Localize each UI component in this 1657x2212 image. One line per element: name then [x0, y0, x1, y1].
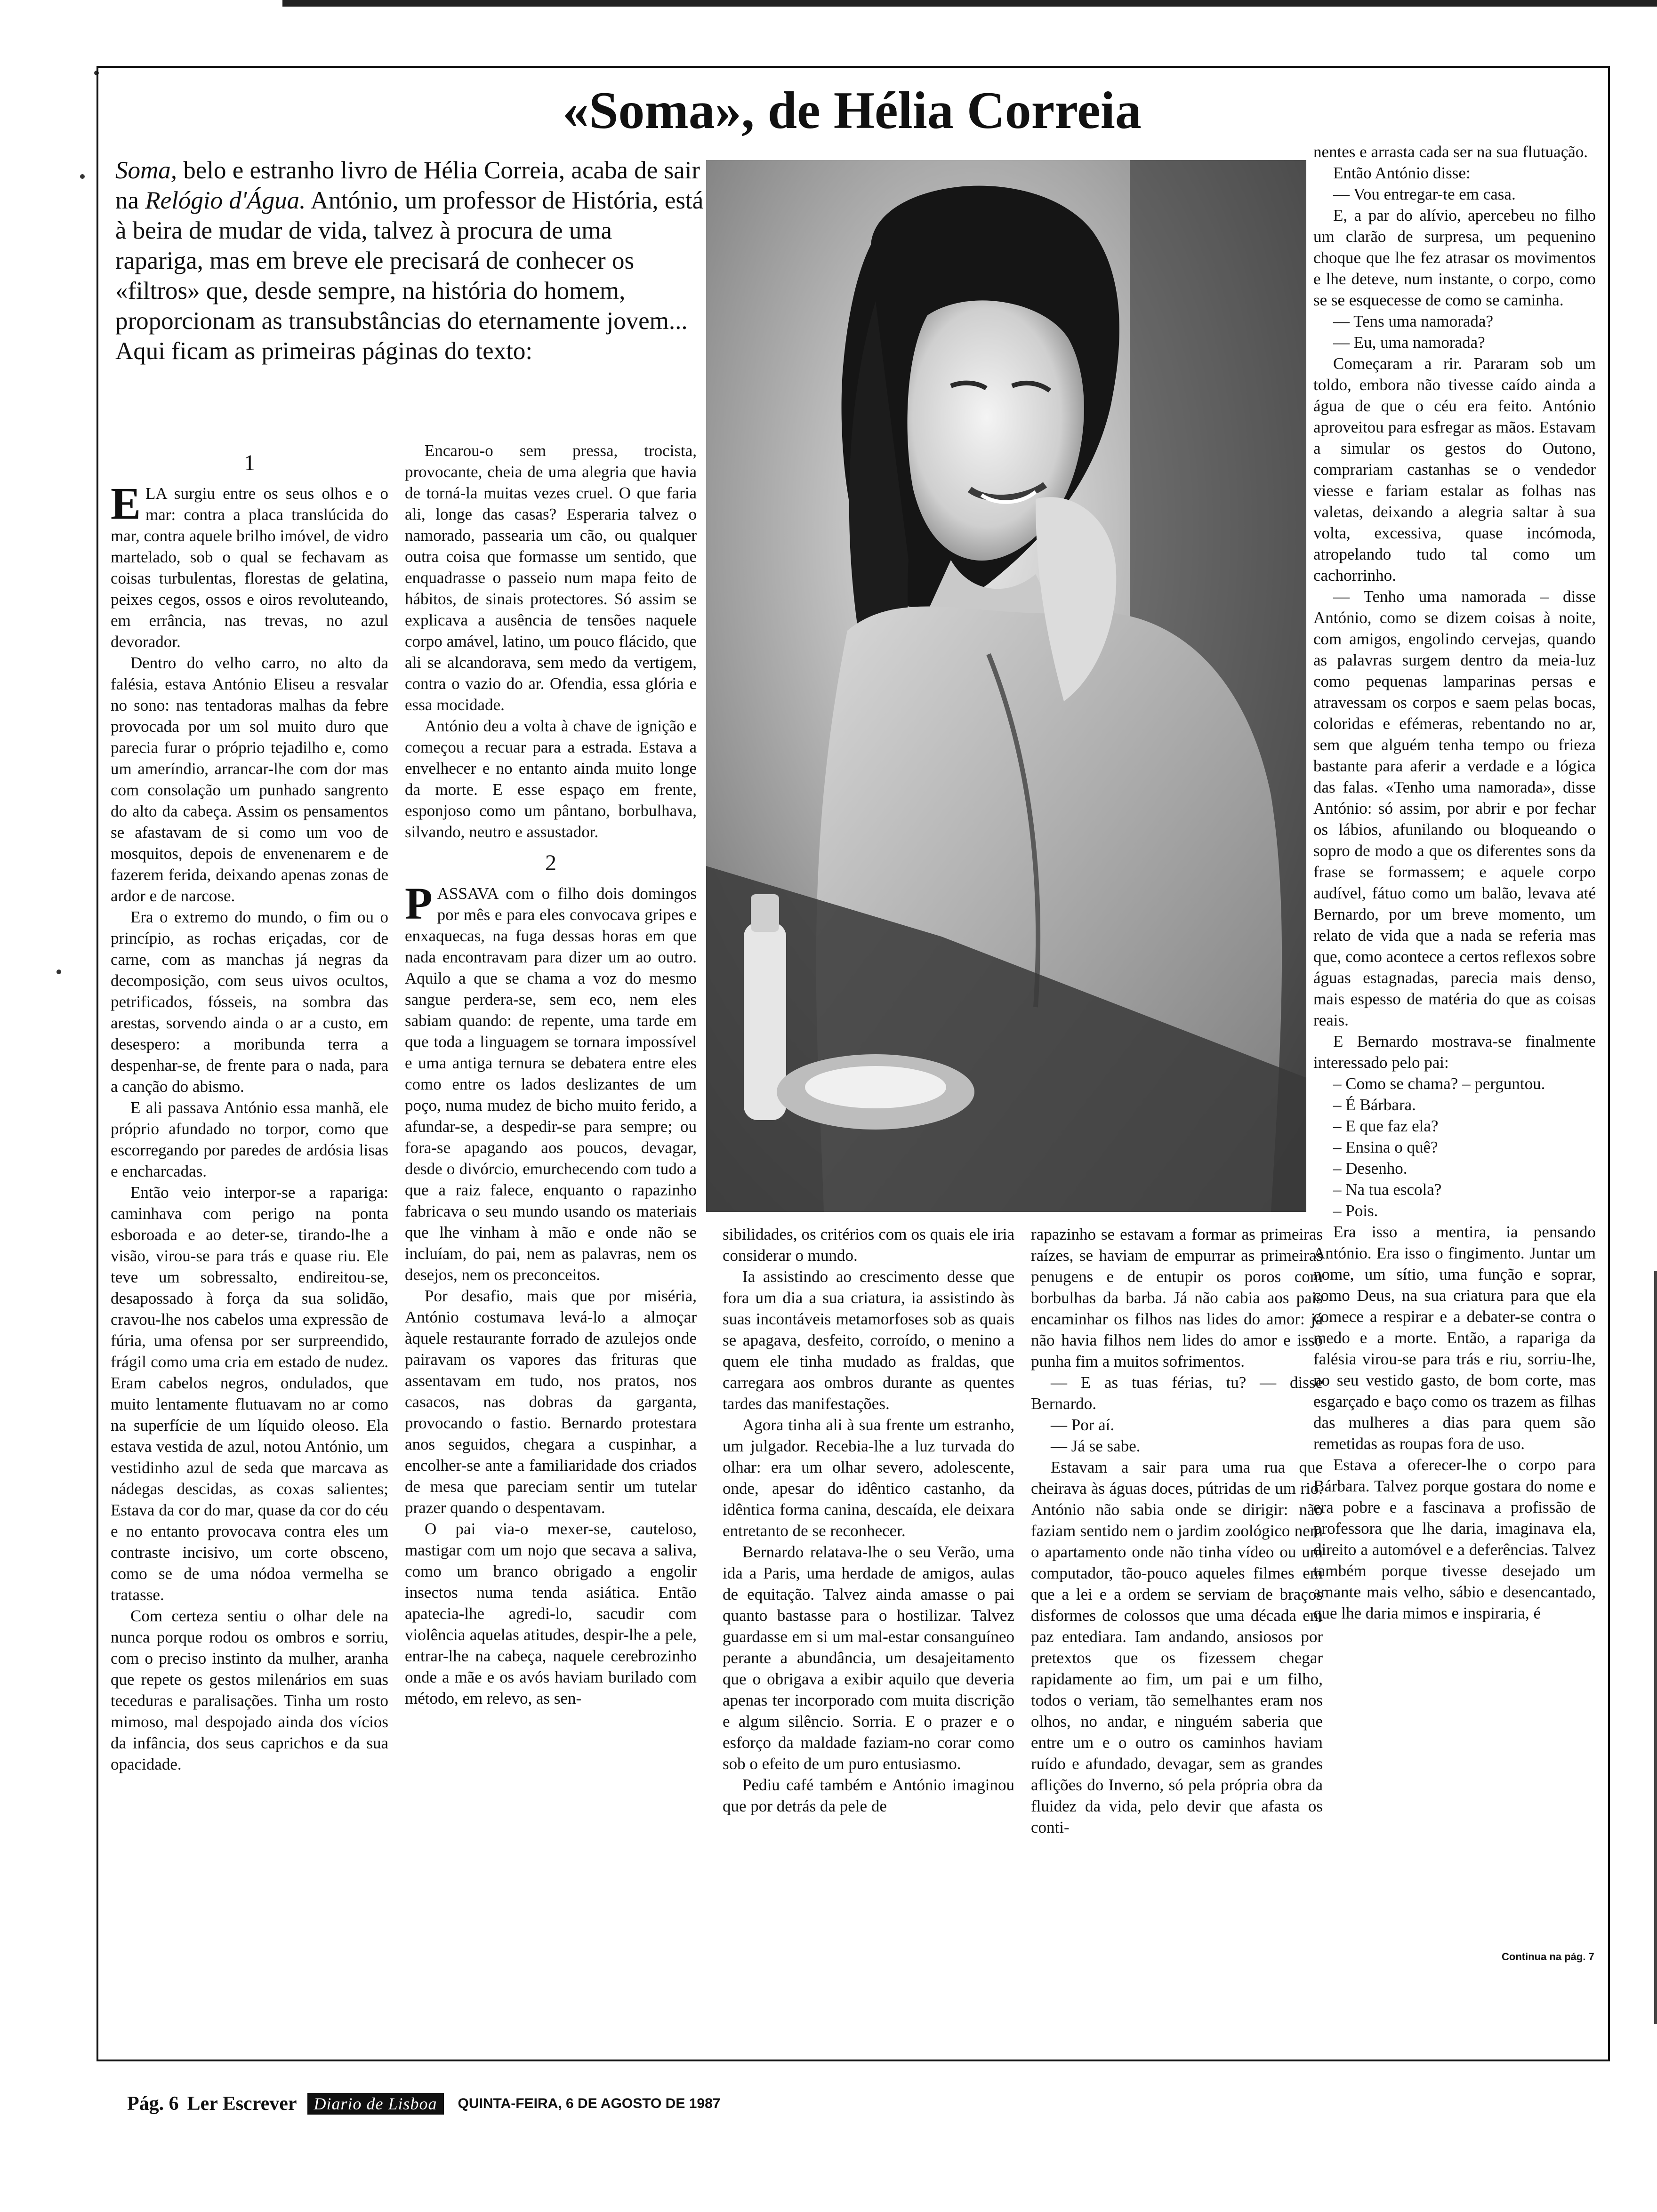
paragraph-text: Começaram a rir. Pararam sob um toldo, embora não tivesse caído ainda a água de que o céu era feito. António aproveitou para esfregar as mãos. Estavam a simular os gestos do Outono, comprariam castanhas se o vendedor viesse e fariam estalar as folhas nas valetas, deixando a alegria saltar à sua volta, excessiva, quase incómoda, atropelando tudo tal como um cachorrinho. — [1313, 354, 1596, 585]
paragraph-text: E ali passava António essa manhã, ele próprio afundado no torpor, como que escorregando por paredes de ardósia lisas e encharcadas. — [111, 1098, 388, 1180]
paragraph — [723, 1774, 1014, 1817]
paragraph-text: Então António disse: — [1333, 164, 1471, 182]
footer-date: QUINTA-FEIRA, 6 DE AGOSTO DE 1987 — [458, 2096, 721, 2111]
paragraph — [1313, 1031, 1596, 1073]
paragraph — [111, 1605, 388, 1775]
paragraph — [1313, 1073, 1596, 1094]
column-body — [405, 440, 697, 842]
paragraph — [1031, 1372, 1323, 1414]
paragraph — [111, 906, 388, 1097]
paragraph — [405, 1518, 697, 1709]
paragraph-text: Estava a oferecer-lhe o corpo para Bárbara. Talvez porque gostara do nome e era pobre e a fascinava a profissão de professora que lhe daria, imaginava ela, direito a automóvel e a deferências. Talvez também porque tivesse desejado um amante mais velho, sábio e desencantado, que lhe daria mimos e inspiraria, é — [1313, 1456, 1596, 1622]
paragraph — [405, 440, 697, 715]
paragraph — [1313, 353, 1596, 586]
paragraph — [1313, 1454, 1596, 1624]
scan-speck — [80, 174, 85, 179]
paragraph-text: sibilidades, os critérios com os quais ele iria considerar o mundo. — [723, 1225, 1014, 1265]
paragraph-text: António deu a volta à chave de ignição e começou a recuar para a estrada. Estava a envelhecer e no entanto ainda muito longe da morte. E esse espaço em frente, esponjoso como um pântano, borbulhava, silvando, neutro e assustador. — [405, 717, 697, 841]
paragraph-text: — Tens uma namorada? — [1333, 312, 1493, 330]
paragraph-text: – E que faz ela? — [1333, 1117, 1439, 1135]
paragraph-text: – Como se chama? – perguntou. — [1333, 1074, 1545, 1093]
paragraph-text: Estavam a sair para uma rua que cheirava às águas doces, pútridas de um rio. António não sabia onde se dirigir: não faziam sentido nem o jardim zoológico nem o apartamento onde não tinha vídeo ou um computador, tão-pouco aqueles filmes em que a lei e a ordem se serviam de braços disformes de colossos que uma década em paz entediara. Iam andando, ansiosos por pretextos que os fizessem chegar rapidamente ao fim, um pai e um filho, todos o veriam, tão semelhantes eram nos olhos, no andar, e ninguém saberia que entre um e o outro os caminhos haviam ruído e afundado, devagar, sem as grandes aflições do Inverno, só pela própria obra da fluidez da vida, pelo devir que afasta os conti- — [1031, 1458, 1323, 1836]
paragraph — [111, 1097, 388, 1182]
paragraph-text: — E as tuas férias, tu? — disse Bernardo. — [1031, 1373, 1323, 1413]
paragraph — [1313, 1200, 1596, 1221]
paragraph — [111, 478, 388, 652]
paragraph-text: nentes e arrasta cada ser na sua flutuação. — [1313, 143, 1588, 161]
paragraph-text: E Bernardo mostrava-se finalmente interessado pelo pai: — [1313, 1032, 1596, 1072]
column-body — [111, 478, 388, 1775]
paragraph-text: LA surgiu entre os seus olhos e o mar: contra a placa translúcida do mar, contra aquele brilho imóvel, de vidro martelado, sob o qual se fechavam as coisas turbulentas, florestas de gelatina, peixes cegos, ossos e oiros revoluteando, em errância, nas trevas, no azul devorador. — [111, 484, 388, 651]
paragraph-text: — Tenho uma namorada – disse António, como se dizem coisas à noite, com amigos, engolindo cervejas, quando as palavras surgem dentro da meia-luz como pequenas lamparinas persas e atravessam os corpos e saem pelas bocas, coloridas e efémeras, rebentando no ar, sem que alguém tenha tempo ou frieza bastante para aferir a verdade e a lógica das falas. «Tenho uma namorada», disse António: só assim, por abrir e por fechar os lábios, afunilando ou bloqueando o sopro de modo a que os diferentes sons da frase se formassem; e aquele corpo audível, fátuo como um balão, levava até Bernardo, por um breve momento, um relato de vida que a nada se referia mas que, como acontece a certos reflexos sobre águas estagnadas, parecia mais denso, mais espesso de matéria do que as coisas reais. — [1313, 587, 1596, 1029]
paragraph — [111, 652, 388, 906]
paragraph-text: — Eu, uma namorada? — [1333, 333, 1485, 352]
paragraph — [1031, 1457, 1323, 1838]
paragraph-text: Encarou-o sem pressa, trocista, provocante, cheia de uma alegria que havia de torná-la muitas vezes cruel. O que faria ali, longe das casas? Esperaria talvez o namorado, passearia um cão, ou qualquer outra coisa que formasse um sentido, que enquadrasse o passeio num mapa feito de hábitos, de sinais protectores. Só assim se explicava a ausência de tensões naquele corpo amável, latino, um pouco flácido, que ali se alcandorava, sem medo da vertigem, contra o vazio do ar. Ofendia, essa glória e essa mocidade. — [405, 441, 697, 714]
paragraph-text: – Ensina o quê? — [1333, 1138, 1438, 1156]
paragraph — [1313, 1115, 1596, 1137]
paragraph-text: — Vou entregar-te em casa. — [1333, 185, 1516, 203]
paragraph — [723, 1541, 1014, 1774]
paragraph — [1313, 1179, 1596, 1200]
text-column-3 — [723, 1224, 1014, 1963]
text-column-4 — [1031, 1224, 1323, 1963]
paragraph — [1313, 311, 1596, 332]
continued-note: Continua na pág. 7 — [1502, 1951, 1594, 1963]
article-title: «Soma», de Hélia Correia — [563, 81, 1142, 140]
paragraph — [723, 1224, 1014, 1266]
paragraph-text: Agora tinha ali à sua frente um estranho, um julgador. Recebia-lhe a luz turvada do olhar: era um olhar severo, adolescente, onde, apesar do idêntico castanho, da idêntica forma canina, descaída, ele deixara entretanto de se reconhecer. — [723, 1416, 1014, 1540]
intro-paragraph — [115, 155, 704, 366]
paragraph — [111, 1182, 388, 1605]
column-body — [405, 878, 697, 1709]
paragraph — [405, 715, 697, 842]
footer-section-name: Ler Escrever — [187, 2093, 297, 2115]
column-body — [1313, 141, 1596, 1624]
article-intro — [115, 155, 704, 366]
newspaper-logo: Diario de Lisboa — [307, 2093, 444, 2115]
paragraph-text: ASSAVA com o filho dois domingos por mês e para eles convocava gripes e enxaquecas, na fuga dessas horas em que nada encontravam para dizer um ao outro. Aquilo a que se chama a voz do mesmo sangue perdera-se, sem eco, nem eles sabiam quando: de repente, uma tarde em que toda a linguagem se tornara impossível e uma antiga ternura se debatera entre eles como entre os lados deslizantes de um poço, numa mudez de bicho muito ferido, a afundar-se, a despedir-se para sempre; ou fora-se apagando aos poucos, devagar, desde o divórcio, emurchecendo com tudo a que a raiz falece, enquanto o rapazinho fabricava o seu mundo usando os materiais que lhe vinham à mão e onde não se incluíam, do pai, nem as palavras, nem os desejos, nem os preconceitos. — [405, 884, 697, 1284]
paragraph-text: Pediu café também e António imaginou que por detrás da pele de — [723, 1776, 1014, 1815]
drop-cap: P — [405, 878, 433, 929]
page-footer — [127, 2087, 720, 2120]
paragraph — [723, 1266, 1014, 1414]
paragraph-text: Bernardo relatava-lhe o seu Verão, uma ida a Paris, uma herdade de amigos, aulas de equitação. Talvez ainda amasse o pai quanto bastasse para o hostilizar. Talvez guardasse em si um mal-estar consanguíneo perante a abundância, um desajeitamento que o obrigava a exibir aquilo que deveria apenas ter incorporado com muita discrição e algum silêncio. Sorria. E o prazer e o esforço da maldade faziam-no corar como sob o efeito de um puro entusiasmo. — [723, 1543, 1014, 1773]
section-number-1: 1 — [244, 450, 255, 475]
paragraph — [1031, 1414, 1323, 1435]
paragraph — [1031, 1224, 1323, 1372]
paragraph-text: — Já se sabe. — [1051, 1437, 1141, 1455]
intro-span: Relógio d'Água. — [145, 187, 306, 214]
paragraph-text: Era o extremo do mundo, o fim ou o princípio, as rochas eriçadas, cor de carne, com as manchas já negras da decomposição, com seus uivos ocultos, petrificados, fósseis, na sombra das arestas, sorvendo ainda o ar a custo, em desespero: a moribunda terra a despenhar-se, de frente para o nada, para a canção do abismo. — [111, 908, 388, 1096]
scan-speck — [56, 970, 61, 974]
paragraph — [1313, 1158, 1596, 1179]
paragraph — [1313, 1094, 1596, 1115]
paragraph-text: – É Bárbara. — [1333, 1096, 1416, 1114]
paragraph — [1313, 1221, 1596, 1454]
column-body — [723, 1224, 1014, 1817]
scan-top-edge — [282, 0, 1657, 7]
paragraph-text: Ia assistindo ao crescimento desse que fora um dia a sua criatura, ia assistindo às suas incontáveis metamorfoses sob as quais se apagava, desfeito, corroído, o menino a quem ele tinha mudado as fraldas, que carregara aos ombros durante as quentes tardes das manifestações. — [723, 1267, 1014, 1413]
footer-page-number: Pág. 6 — [127, 2093, 179, 2115]
paragraph-text: Então veio interpor-se a rapariga: caminhava com perigo na ponta esboroada e ao deter-se, tirando-lhe a visão, virou-se para trás e quase riu. Ele teve um sobressalto, endireitou-se, desapossado à força da sua solidão, cravou-lhe nos cabelos uma expressão de fúria, uma ofensa por ser surpreendido, frágil como uma cria em estado de nudez. Eram cabelos negros, ondulados, que muito lentamente flutuavam no ar como na superfície de um líquido oleoso. Ela estava vestida de azul, notou António, um vestidinho azul de seda que marcava as nádegas descidas, as coxas salientes; Estava da cor do mar, quase da cor do céu e no entanto provocava contra eles um contraste incisivo, um corte obsceno, como se de uma nódoa vermelha se tratasse. — [111, 1183, 388, 1604]
intro-span: António, um professor de História, está à beira de mudar de vida, talvez à procura de uma rapariga, mas em breve ele precisará de conhecer os «filtros» que, desde sempre, na história do homem, proporcionam as transubstâncias do eternamente jovem... Aqui ficam as primeiras páginas do texto: — [115, 187, 704, 365]
paragraph-text: – Pois. — [1333, 1202, 1378, 1220]
drop-cap: E — [111, 478, 141, 529]
paragraph — [405, 878, 697, 1285]
paragraph — [1313, 184, 1596, 205]
paragraph — [1313, 586, 1596, 1031]
intro-span: belo e estranho livro de Hélia Correia, acaba de sair na — [115, 157, 700, 214]
paragraph — [405, 1285, 697, 1518]
text-column-5 — [1313, 141, 1596, 1974]
paragraph-text: – Desenho. — [1333, 1159, 1408, 1178]
column-body — [1031, 1224, 1323, 1838]
text-column-2 — [405, 440, 697, 1965]
paragraph — [1313, 205, 1596, 311]
paragraph-text: Com certeza sentiu o olhar dele na nunca porque rodou os ombros e sorriu, com o preciso instinto da mulher, aranha que repete os gestos milenários em suas teceduras e paralisações. Tinha um rosto mimoso, mal despojado ainda dos vícios da infância, dos seus caprichos e da sua opacidade. — [111, 1607, 388, 1773]
author-photo-image — [706, 160, 1306, 1212]
paragraph — [1313, 1137, 1596, 1158]
paragraph-text: E, a par do alívio, apercebeu no filho um clarão de surpresa, um pequenino choque que lhe fez atrasar os movimentos e lhe deteve, num instante, o corpo, como se se esquecesse de como se caminha. — [1313, 206, 1596, 309]
paragraph — [1313, 332, 1596, 353]
paragraph — [1031, 1435, 1323, 1457]
author-photo — [706, 160, 1306, 1212]
paragraph-text: Era isso a mentira, ia pensando António. Era isso o fingimento. Juntar um nome, um sítio, uma função e soprar, como Deus, na sua criatura para que ela comece a respirar e a debater-se contra o medo e a morte. Então, a rapariga da falésia virou-se para trás e riu, sorriu-lhe, no seu vestido gasto, de bom corte, mas esgarçado e baço como os trazem as filhas das mulheres a dias para quem são remetidas as roupas fora de uso. — [1313, 1223, 1596, 1453]
paragraph-text: – Na tua escola? — [1333, 1180, 1442, 1199]
paragraph-text: Dentro do velho carro, no alto da falésia, estava António Eliseu a resvalar no sono: nas tentadoras malhas da febre provocada por um sol muito duro que parecia furar o próprio tejadilho e, como um ameríndio, arrancar-lhe com dor mas com consolação um punhado sangrento do alto da cabeça. Assim os pensamentos se afastavam de si como um voo de mosquitos, depois de envenenarem e de fazerem ferida, deixando apenas zonas de ardor e de narcose. — [111, 654, 388, 905]
paragraph-text: Por desafio, mais que por miséria, António costumava levá-lo a almoçar àquele restaurante forrado de azulejos onde pairavam os vapores das frituras que assentavam em tudo, nos pratos, nos casacos, nas dobras da garganta, provocando o fastio. Bernardo protestara anos seguidos, chegara a cuspinhar, a encolher-se ante a familiaridade dos criados de mesa que pareciam sentir um tutelar prazer quando o despentavam. — [405, 1287, 697, 1517]
paragraph-text: rapazinho se estavam a formar as primeiras raízes, se haviam de empurrar as primeiras penugens e de entupir os poros com borbulhas da barba. Já não cabia aos pais encaminhar os filhos nas lides do amor: já não havia filhos nem lides do amor e isso punha fim a muitos sofrimentos. — [1031, 1225, 1323, 1370]
paragraph-text: O pai via-o mexer-se, cauteloso, mastigar com um nojo que secava a saliva, como um branco obrigado a engolir insectos numa tenda asiática. Então apatecia-lhe agredi-lo, sacudir com violência aquelas atitudes, despir-lhe a pele, entrar-lhe na cabeça, naquele cerebrozinho onde a mãe e os avós haviam burilado com método, em relevo, as sen- — [405, 1520, 697, 1707]
text-column-1 — [111, 442, 388, 1963]
paragraph — [1313, 162, 1596, 184]
section-number-2: 2 — [545, 850, 556, 875]
intro-span: Soma, — [115, 157, 177, 184]
paragraph — [1313, 141, 1596, 162]
scan-right-edge — [1654, 1271, 1657, 2024]
paragraph-text: — Por aí. — [1051, 1416, 1115, 1434]
paragraph — [723, 1414, 1014, 1541]
